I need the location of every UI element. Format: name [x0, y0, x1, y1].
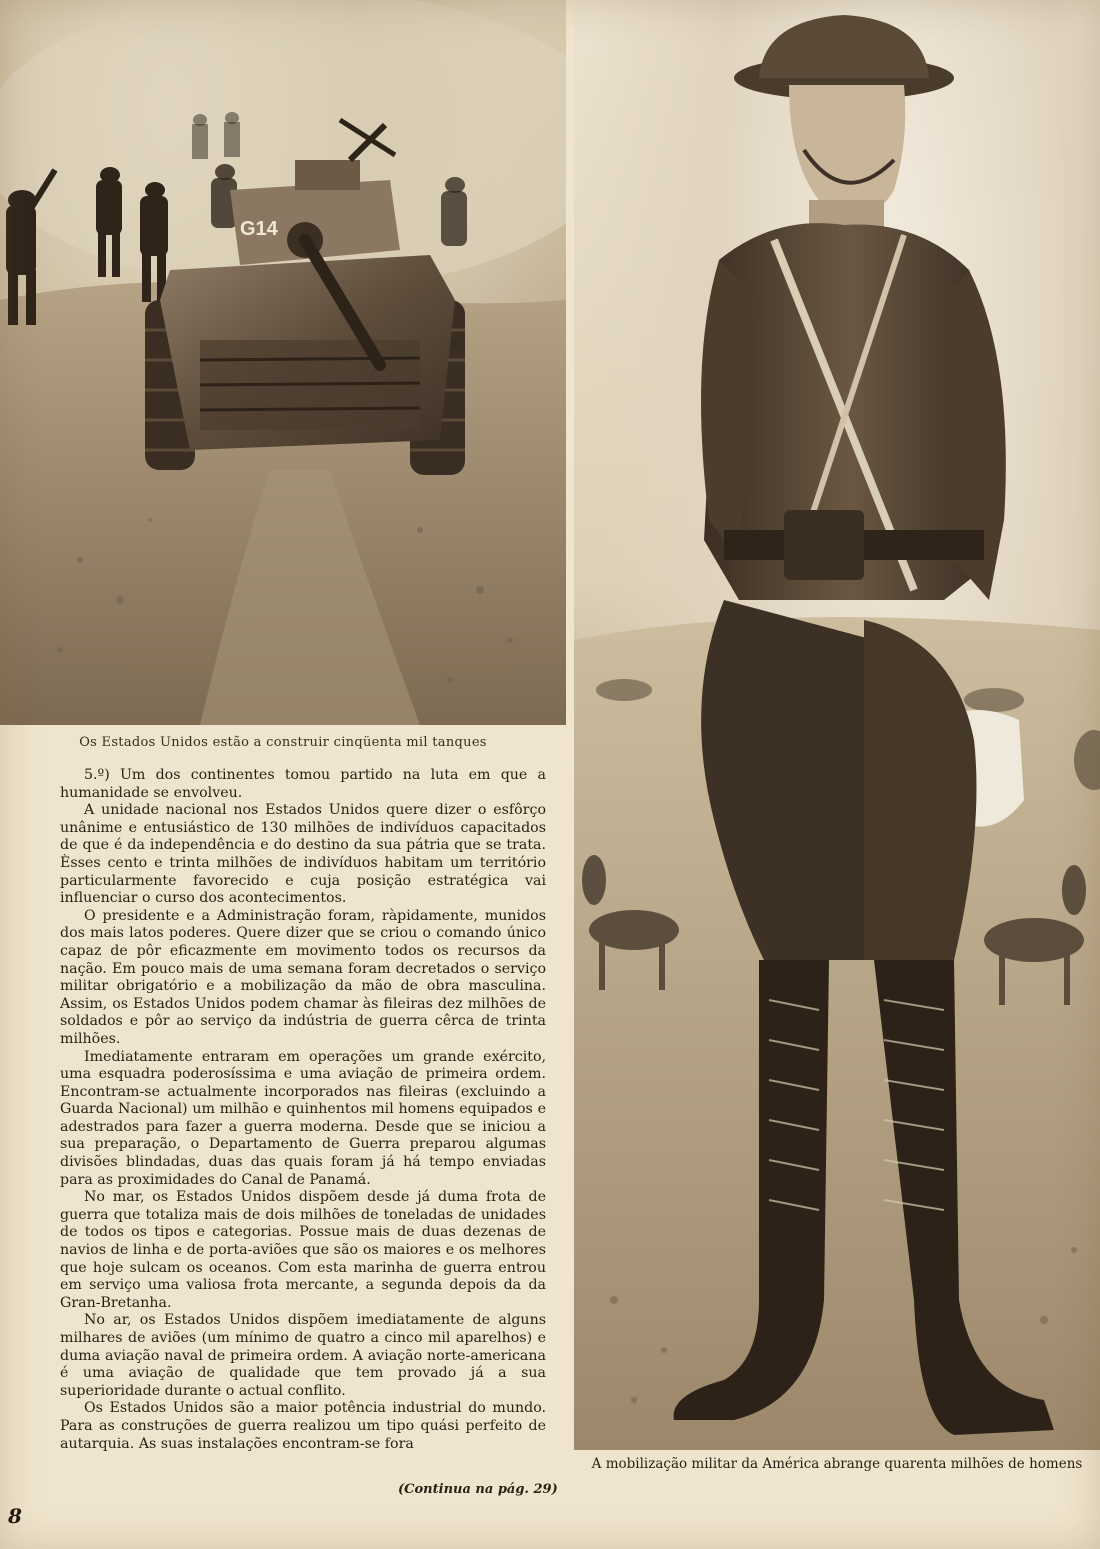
page-number: 8	[8, 1504, 22, 1528]
soldier-photo-illustration	[574, 0, 1100, 1450]
article-paragraph: O presidente e a Administração foram, ràpidamente, munidos dos mais latos poderes. Quere dizer que se criou o comando único capaz de pôr eficazmente em movimento todos os recursos da nação. Em pouco mais de uma semana foram decretados o serviço militar obrigatório e a mobilização da mão de obra masculina. Assim, os Estados Unidos podem chamar às fileiras dez milhões de soldados e pôr ao serviço da indústria de guerra cêrca de trinta milhões.	[60, 907, 546, 1047]
tank-photo	[0, 0, 566, 725]
article-body	[60, 767, 546, 1453]
article-paragraph: 5.º) Um dos continentes tomou partido na luta em que a humanidade se envolveu.	[60, 767, 546, 801]
soldier-photo-caption: A mobilização militar da América abrange quarenta milhões de homens	[591, 1456, 1083, 1472]
tank-marking: G14	[240, 218, 278, 240]
article-paragraph: A unidade nacional nos Estados Unidos quere dizer o esfôrço unânime e entusiástico de 130 milhões de indivíduos capacitados de que é da independência e do destino da sua pátria que se trata. Èsses cento e trinta milhões de indivíduos habitam um território particularmente favorecido e cuja posição estratégica vai influenciar o curso dos acontecimentos.	[60, 802, 546, 907]
tank-photo-illustration	[0, 0, 566, 725]
article-paragraph: Os Estados Unidos são a maior potência industrial do mundo. Para as construções de guerra realizou um tipo quási perfeito de autarquia. As suas instalações encontram-se fora	[60, 1400, 546, 1452]
tank-photo-caption: Os Estados Unidos estão a construir cinqüenta mil tanques	[79, 735, 487, 750]
article-paragraph: No mar, os Estados Unidos dispõem desde já duma frota de guerra que totaliza mais de dois milhões de toneladas de unidades de todos os tipos e categorias. Possue mais de duas dezenas de navios de linha e de porta-aviões que são os maiores e os melhores que hoje sulcam os oceanos. Com esta marinha de guerra entrou em serviço uma valiosa frota mercante, a segunda depois da da Gran-Bretanha.	[60, 1189, 546, 1311]
continuation-note: (Continua na pág. 29)	[398, 1482, 558, 1497]
article-paragraph: No ar, os Estados Unidos dispõem imediatamente de alguns milhares de aviões (um mínimo de quatro a cinco mil aparelhos) e duma aviação naval de primeira ordem. A aviação norte-americana é uma aviação de qualidade que tem provado já a sua superioridade durante o actual conflito.	[60, 1312, 546, 1399]
soldier-photo	[574, 0, 1100, 1450]
article-paragraph: Imediatamente entraram em operações um grande exército, uma esquadra poderosíssima e uma aviação de primeira ordem. Encontram-se actualmente incorporados nas fileiras (excluindo a Guarda Nacional) um milhão e quinhentos mil homens equipados e adestrados para fazer a guerra moderna. Desde que se iniciou a sua preparação, o Departamento de Guerra preparou algumas divisões blindadas, duas das quais foram já há tempo enviadas para as proximidades do Canal de Panamá.	[60, 1048, 546, 1188]
